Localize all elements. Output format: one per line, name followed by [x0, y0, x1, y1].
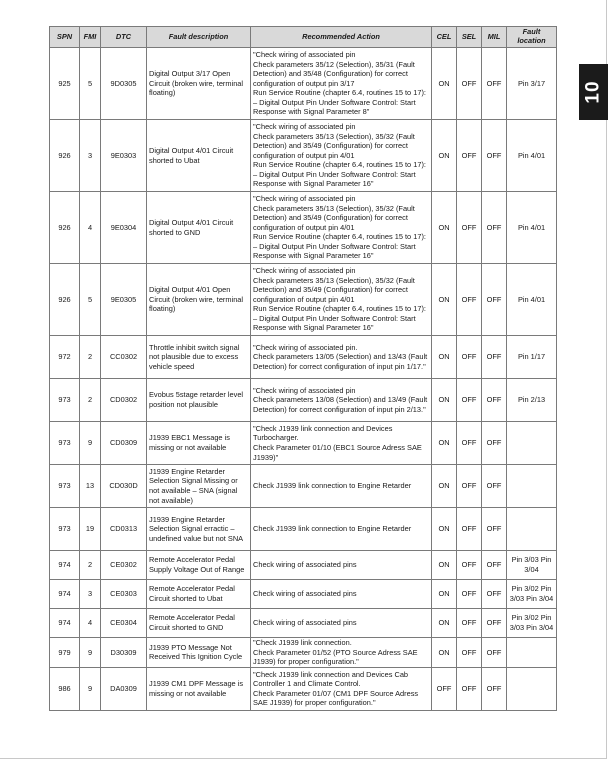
fault-description-cell: Digital Output 4/01 Circuit shorted to GND — [147, 192, 251, 264]
spn-cell: 926 — [50, 120, 80, 192]
sel-cell: OFF — [457, 580, 482, 609]
spn-cell: 973 — [50, 379, 80, 422]
fault-description-cell: Throttle inhibit switch signal not plausible due to excess vehicle speed — [147, 336, 251, 379]
dtc-cell: 9E0303 — [101, 120, 147, 192]
mil-cell: OFF — [482, 264, 507, 336]
recommended-action-cell: Check J1939 link connection to Engine Retarder — [251, 508, 432, 551]
mil-cell: OFF — [482, 48, 507, 120]
fault-location-cell: Pin 3/17 — [507, 48, 557, 120]
sel-cell: OFF — [457, 192, 482, 264]
dtc-cell: 9E0304 — [101, 192, 147, 264]
spn-cell: 986 — [50, 667, 80, 710]
fault-description-cell: J1939 CM1 DPF Message is missing or not available — [147, 667, 251, 710]
dtc-cell: CE0302 — [101, 551, 147, 580]
fault-location-cell — [507, 422, 557, 465]
sel-cell: OFF — [457, 264, 482, 336]
recommended-action-cell: "Check J1939 link connection and Devices Cab Controller 1 and Climate Control. Check Parameter 01/07 (CM1 DPF Source Adress SAE J1939) for proper configuration." — [251, 667, 432, 710]
fault-description-cell: Digital Output 3/17 Open Circuit (broken wire, terminal floating) — [147, 48, 251, 120]
sel-cell: OFF — [457, 508, 482, 551]
table-row — [50, 638, 557, 668]
table-row — [50, 120, 557, 192]
mil-cell: OFF — [482, 508, 507, 551]
fault-location-cell: Pin 4/01 — [507, 120, 557, 192]
fault-location-cell: Pin 3/02 Pin 3/03 Pin 3/04 — [507, 609, 557, 638]
fault-description-cell: Digital Output 4/01 Open Circuit (broken wire, terminal floating) — [147, 264, 251, 336]
fault-location-cell: Pin 3/02 Pin 3/03 Pin 3/04 — [507, 580, 557, 609]
mil-cell: OFF — [482, 336, 507, 379]
sel-cell: OFF — [457, 609, 482, 638]
table-header-row — [50, 27, 557, 48]
header-dtc: DTC — [101, 27, 147, 48]
recommended-action-cell: "Check J1939 link connection. Check Parameter 01/52 (PTO Source Adress SAE J1939) for proper configuration." — [251, 638, 432, 668]
fault-description-cell: Remote Accelerator Pedal Circuit shorted to GND — [147, 609, 251, 638]
recommended-action-cell: "Check wiring of associated pin Check parameters 13/08 (Selection) and 13/49 (Fault Detection) for correct configuration of input pin 2/13." — [251, 379, 432, 422]
fault-location-cell — [507, 638, 557, 668]
fault-description-cell: J1939 Engine Retarder Selection Signal erractic – undefined value but not SNA — [147, 508, 251, 551]
cel-cell: ON — [432, 264, 457, 336]
mil-cell: OFF — [482, 192, 507, 264]
recommended-action-cell: "Check wiring of associated pin Check parameters 35/12 (Selection), 35/31 (Fault Detection) and 35/48 (Configuration) for correct configuration of output pin 3/17 Run Service Routine (chapter 6.4, routines 15 to 17): – Digital Output Pin Under Software Control: Start Response with Signal Parameter 8" — [251, 48, 432, 120]
header-fault-description: Fault description — [147, 27, 251, 48]
sel-cell: OFF — [457, 336, 482, 379]
dtc-cell: CD030D — [101, 465, 147, 508]
header-cel: CEL — [432, 27, 457, 48]
fmi-cell: 9 — [80, 422, 101, 465]
table-row — [50, 48, 557, 120]
mil-cell: OFF — [482, 551, 507, 580]
fault-location-cell — [507, 667, 557, 710]
spn-cell: 974 — [50, 551, 80, 580]
header-sel: SEL — [457, 27, 482, 48]
cel-cell: ON — [432, 422, 457, 465]
mil-cell: OFF — [482, 422, 507, 465]
recommended-action-cell: Check wiring of associated pins — [251, 551, 432, 580]
header-recommended-action: Recommended Action — [251, 27, 432, 48]
spn-cell: 926 — [50, 264, 80, 336]
fmi-cell: 9 — [80, 667, 101, 710]
mil-cell: OFF — [482, 379, 507, 422]
sel-cell: OFF — [457, 667, 482, 710]
fmi-cell: 2 — [80, 379, 101, 422]
cel-cell: ON — [432, 609, 457, 638]
sel-cell: OFF — [457, 638, 482, 668]
table-row — [50, 192, 557, 264]
table-row — [50, 580, 557, 609]
recommended-action-cell: "Check wiring of associated pin Check parameters 35/13 (Selection), 35/32 (Fault Detection) and 35/49 (Configuration) for correct configuration of output pin 4/01 Run Service Routine (chapter 6.4, routines 15 to 17): – Digital Output Pin Under Software Control: Start Response with Signal Parameter 16" — [251, 192, 432, 264]
table-row — [50, 465, 557, 508]
fault-description-cell: Remote Accelerator Pedal Supply Voltage Out of Range — [147, 551, 251, 580]
dtc-cell: CD0313 — [101, 508, 147, 551]
sel-cell: OFF — [457, 48, 482, 120]
cel-cell: ON — [432, 551, 457, 580]
chapter-number: 10 — [582, 80, 604, 104]
spn-cell: 973 — [50, 508, 80, 551]
dtc-cell: CD0309 — [101, 422, 147, 465]
recommended-action-cell: "Check wiring of associated pin Check parameters 35/13 (Selection), 35/32 (Fault Detection) and 35/49 (Configuration) for correct configuration of output pin 4/01 Run Service Routine (chapter 6.4, routines 15 to 17): – Digital Output Pin Under Software Control: Start Response with Signal Parameter 16" — [251, 120, 432, 192]
dtc-cell: D30309 — [101, 638, 147, 668]
fmi-cell: 5 — [80, 48, 101, 120]
fault-location-cell: Pin 4/01 — [507, 192, 557, 264]
cel-cell: ON — [432, 379, 457, 422]
recommended-action-cell: "Check wiring of associated pin. Check parameters 13/05 (Selection) and 13/43 (Fault Detection) for correct configuration of input pin 1/17." — [251, 336, 432, 379]
fmi-cell: 13 — [80, 465, 101, 508]
cel-cell: ON — [432, 465, 457, 508]
recommended-action-cell: Check wiring of associated pins — [251, 609, 432, 638]
mil-cell: OFF — [482, 580, 507, 609]
table-row — [50, 551, 557, 580]
fmi-cell: 3 — [80, 580, 101, 609]
chapter-tab — [579, 64, 608, 120]
spn-cell: 974 — [50, 609, 80, 638]
recommended-action-cell: "Check J1939 link connection and Devices Turbocharger. Check Parameter 01/10 (EBC1 Source Adress SAE J1939)" — [251, 422, 432, 465]
fault-description-cell: Evobus 5stage retarder level position not plausible — [147, 379, 251, 422]
table-row — [50, 379, 557, 422]
dtc-cell: DA0309 — [101, 667, 147, 710]
header-fault-location: Fault location — [507, 27, 557, 48]
dtc-cell: 9E0305 — [101, 264, 147, 336]
fault-location-cell: Pin 4/01 — [507, 264, 557, 336]
table-row — [50, 667, 557, 710]
fault-location-cell: Pin 1/17 — [507, 336, 557, 379]
mil-cell: OFF — [482, 638, 507, 668]
fault-description-cell: Digital Output 4/01 Circuit shorted to Ubat — [147, 120, 251, 192]
fmi-cell: 4 — [80, 192, 101, 264]
cel-cell: ON — [432, 580, 457, 609]
cel-cell: ON — [432, 508, 457, 551]
table-row — [50, 508, 557, 551]
sel-cell: OFF — [457, 379, 482, 422]
fault-code-table — [49, 26, 557, 711]
sel-cell: OFF — [457, 422, 482, 465]
fault-location-cell — [507, 465, 557, 508]
fault-location-cell — [507, 508, 557, 551]
dtc-cell: 9D0305 — [101, 48, 147, 120]
header-spn: SPN — [50, 27, 80, 48]
fmi-cell: 2 — [80, 336, 101, 379]
fault-description-cell: J1939 Engine Retarder Selection Signal Missing or not available – SNA (signal not available) — [147, 465, 251, 508]
spn-cell: 925 — [50, 48, 80, 120]
fault-location-cell: Pin 3/03 Pin 3/04 — [507, 551, 557, 580]
recommended-action-cell: Check J1939 link connection to Engine Retarder — [251, 465, 432, 508]
mil-cell: OFF — [482, 465, 507, 508]
fault-location-cell: Pin 2/13 — [507, 379, 557, 422]
fmi-cell: 19 — [80, 508, 101, 551]
spn-cell: 979 — [50, 638, 80, 668]
mil-cell: OFF — [482, 609, 507, 638]
sel-cell: OFF — [457, 120, 482, 192]
fmi-cell: 9 — [80, 638, 101, 668]
cel-cell: ON — [432, 638, 457, 668]
table-row — [50, 336, 557, 379]
fault-description-cell: Remote Accelerator Pedal Circuit shorted to Ubat — [147, 580, 251, 609]
header-mil: MIL — [482, 27, 507, 48]
table-row — [50, 264, 557, 336]
table-row — [50, 609, 557, 638]
spn-cell: 973 — [50, 465, 80, 508]
mil-cell: OFF — [482, 120, 507, 192]
table-row — [50, 422, 557, 465]
recommended-action-cell: Check wiring of associated pins — [251, 580, 432, 609]
fmi-cell: 5 — [80, 264, 101, 336]
cel-cell: ON — [432, 48, 457, 120]
spn-cell: 972 — [50, 336, 80, 379]
fault-description-cell: J1939 EBC1 Message is missing or not available — [147, 422, 251, 465]
spn-cell: 973 — [50, 422, 80, 465]
cel-cell: OFF — [432, 667, 457, 710]
spn-cell: 974 — [50, 580, 80, 609]
fmi-cell: 2 — [80, 551, 101, 580]
dtc-cell: CE0304 — [101, 609, 147, 638]
mil-cell: OFF — [482, 667, 507, 710]
fault-description-cell: J1939 PTO Message Not Received This Ignition Cycle — [147, 638, 251, 668]
fmi-cell: 4 — [80, 609, 101, 638]
recommended-action-cell: "Check wiring of associated pin Check parameters 35/13 (Selection), 35/32 (Fault Detection) and 35/49 (Configuration) for correct configuration of output pin 4/01 Run Service Routine (chapter 6.4, routines 15 to 17): – Digital Output Pin Under Software Control: Start Response with Signal Parameter 16" — [251, 264, 432, 336]
dtc-cell: CD0302 — [101, 379, 147, 422]
cel-cell: ON — [432, 336, 457, 379]
fmi-cell: 3 — [80, 120, 101, 192]
sel-cell: OFF — [457, 465, 482, 508]
dtc-cell: CE0303 — [101, 580, 147, 609]
cel-cell: ON — [432, 120, 457, 192]
spn-cell: 926 — [50, 192, 80, 264]
dtc-cell: CC0302 — [101, 336, 147, 379]
cel-cell: ON — [432, 192, 457, 264]
header-fmi: FMI — [80, 27, 101, 48]
sel-cell: OFF — [457, 551, 482, 580]
